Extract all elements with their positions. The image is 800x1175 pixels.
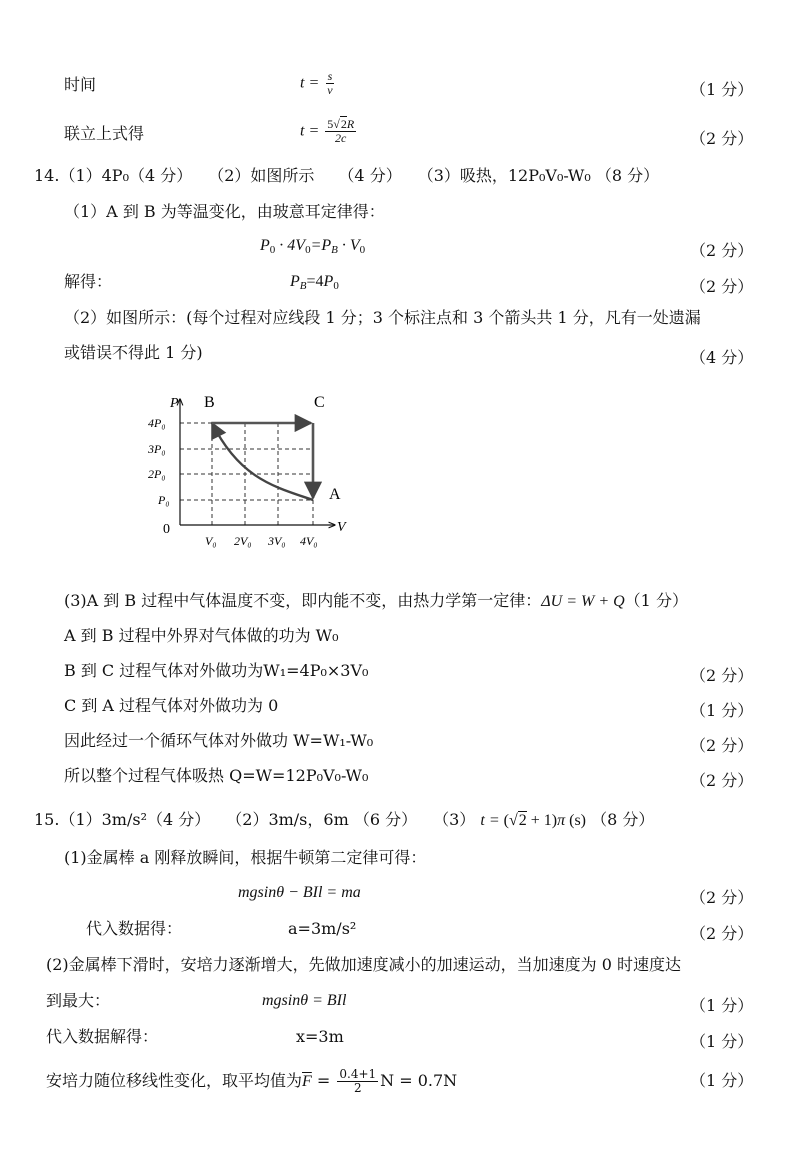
axis-p-label: P [170,396,179,411]
q14-boyle-eq: $P_0 \cdot 4V_0=P_B \cdot V_0$ [260,237,366,256]
origin-label: 0 [163,522,170,537]
point-a-label: A [329,486,341,503]
q15-header-tail: （8 分） [591,810,655,829]
y-tick-p0: P₀ [158,493,170,507]
q15-sub-label: 代入数据得： [86,919,183,938]
first-law-eq: ΔU = W + Q [541,593,625,610]
q14-part3-line4: C 到 A 过程气体对外做功为 0 [64,696,279,715]
q14-part2-score: （4 分） [690,348,754,367]
q15-part1-intro: (1)金属棒 a 刚释放瞬间，根据牛顿第二定律可得： [64,848,427,867]
q15-max-speed-eq: mgsinθ = BIl [262,992,347,1009]
q15-part2-line1: (2)金属棒下滑时，安培力逐渐增大，先做加速度减小的加速运动，当加速度为 0 时速度达 [46,955,682,974]
eq-combine: t = $\frac{5√2R}{2c}$ [300,117,355,146]
q14-part3-line6-score: （2 分） [690,771,754,790]
process-a-to-b [212,423,313,500]
q15-part2-line4: 安培力随位移线性变化，取平均值为$\overline{F}$ = $\frac{0.4+1}{2}$ N = 0.7N [46,1067,458,1096]
q14-solve-eq: $P_B=4P_0$ [290,273,339,292]
q14-part3-line6: 所以整个过程气体吸热 Q=W=12P₀V₀-W₀ [64,766,369,785]
q14-part3-line3-score: （2 分） [690,666,754,685]
q14-part3-line4-score: （1 分） [690,701,754,720]
x-tick-3v0: 3V₀ [268,534,286,548]
q14-part1-intro: （1）A 到 B 为等温变化，由玻意耳定律得： [64,202,385,221]
q15-part2-line3-label: 代入数据解得： [46,1027,159,1046]
q14-part2-line1: （2）如图所示：(每个过程对应线段 1 分；3 个标注点和 3 个箭头共 1 分，凡有一处遗漏 [64,308,701,327]
score-time: （1 分） [690,80,754,99]
y-tick-4p0: 4P₀ [148,416,166,430]
q15-newton-score: （2 分） [690,888,754,907]
score-combine: （2 分） [690,129,754,148]
q14-boyle-score: （2 分） [690,241,754,260]
q14-part3-line1-text: (3)A 到 B 过程中气体温度不变，即内能不变，由热力学第一定律： [64,591,542,610]
avg-force-symbol: $\overline{F}$ [302,1073,312,1091]
q15-time-eq: t = (√2 + 1)π (s) [480,812,586,829]
axis-v-label: V [337,520,346,535]
label-time: 时间 [64,75,97,94]
label-combine: 联立上式得 [64,124,145,143]
q14-part3-line5-score: （2 分） [690,736,754,755]
q15-part2-line2-label: 到最大： [46,991,111,1010]
q15-header-text: 15.（1）3m/s²（4 分） （2）3m/s，6m （6 分） （3） [34,810,476,829]
q14-part3-line5: 因此经过一个循环气体对外做功 W=W₁-W₀ [64,731,374,750]
q14-part3-line1 [64,593,688,610]
q14-part2-line2: 或错误不得此 1 分) [64,343,203,362]
q15-part2-line4-label: 安培力随位移线性变化，取平均值为 [46,1071,303,1091]
q14-header: 14.（1）4P₀（4 分） （2）如图所示 （4 分） （3）吸热，12P₀V₀-W₀ （8 分） [34,166,660,185]
x-tick-v0: V₀ [205,534,217,548]
q15-part2-line2-score: （1 分） [690,996,754,1015]
q14-solve-label: 解得： [64,272,113,291]
grid-lines [180,423,313,525]
q14-part3-line2: A 到 B 过程中外界对气体做的功为 W₀ [64,626,339,645]
y-tick-2p0: 2P₀ [148,467,166,481]
q14-solve-score: （2 分） [690,277,754,296]
first-law-score: （1 分） [624,591,688,610]
q15-sub-score: （2 分） [690,924,754,943]
y-tick-3p0: 3P₀ [148,442,166,456]
x-tick-4v0: 4V₀ [300,534,318,548]
point-b-label: B [204,394,215,411]
q15-header [34,812,654,829]
x-tick-2v0: 2V₀ [234,534,252,548]
q14-part3-line3: B 到 C 过程气体对外做功为W₁=4P₀×3V₀ [64,661,369,680]
point-c-label: C [314,394,325,411]
q15-part2-line3-score: （1 分） [690,1032,754,1051]
eq-time: t = $\frac{s}{v}$ [300,69,333,98]
q15-part2-line4-score: （1 分） [690,1071,754,1090]
q15-sub-value: a=3m/s² [288,919,357,938]
q15-newton-eq: mgsinθ − BIl = ma [238,884,361,901]
q15-avg-force-value: N = 0.7N [380,1071,458,1091]
q15-part2-line3-value: x=3m [296,1027,344,1046]
pv-diagram [130,385,370,560]
